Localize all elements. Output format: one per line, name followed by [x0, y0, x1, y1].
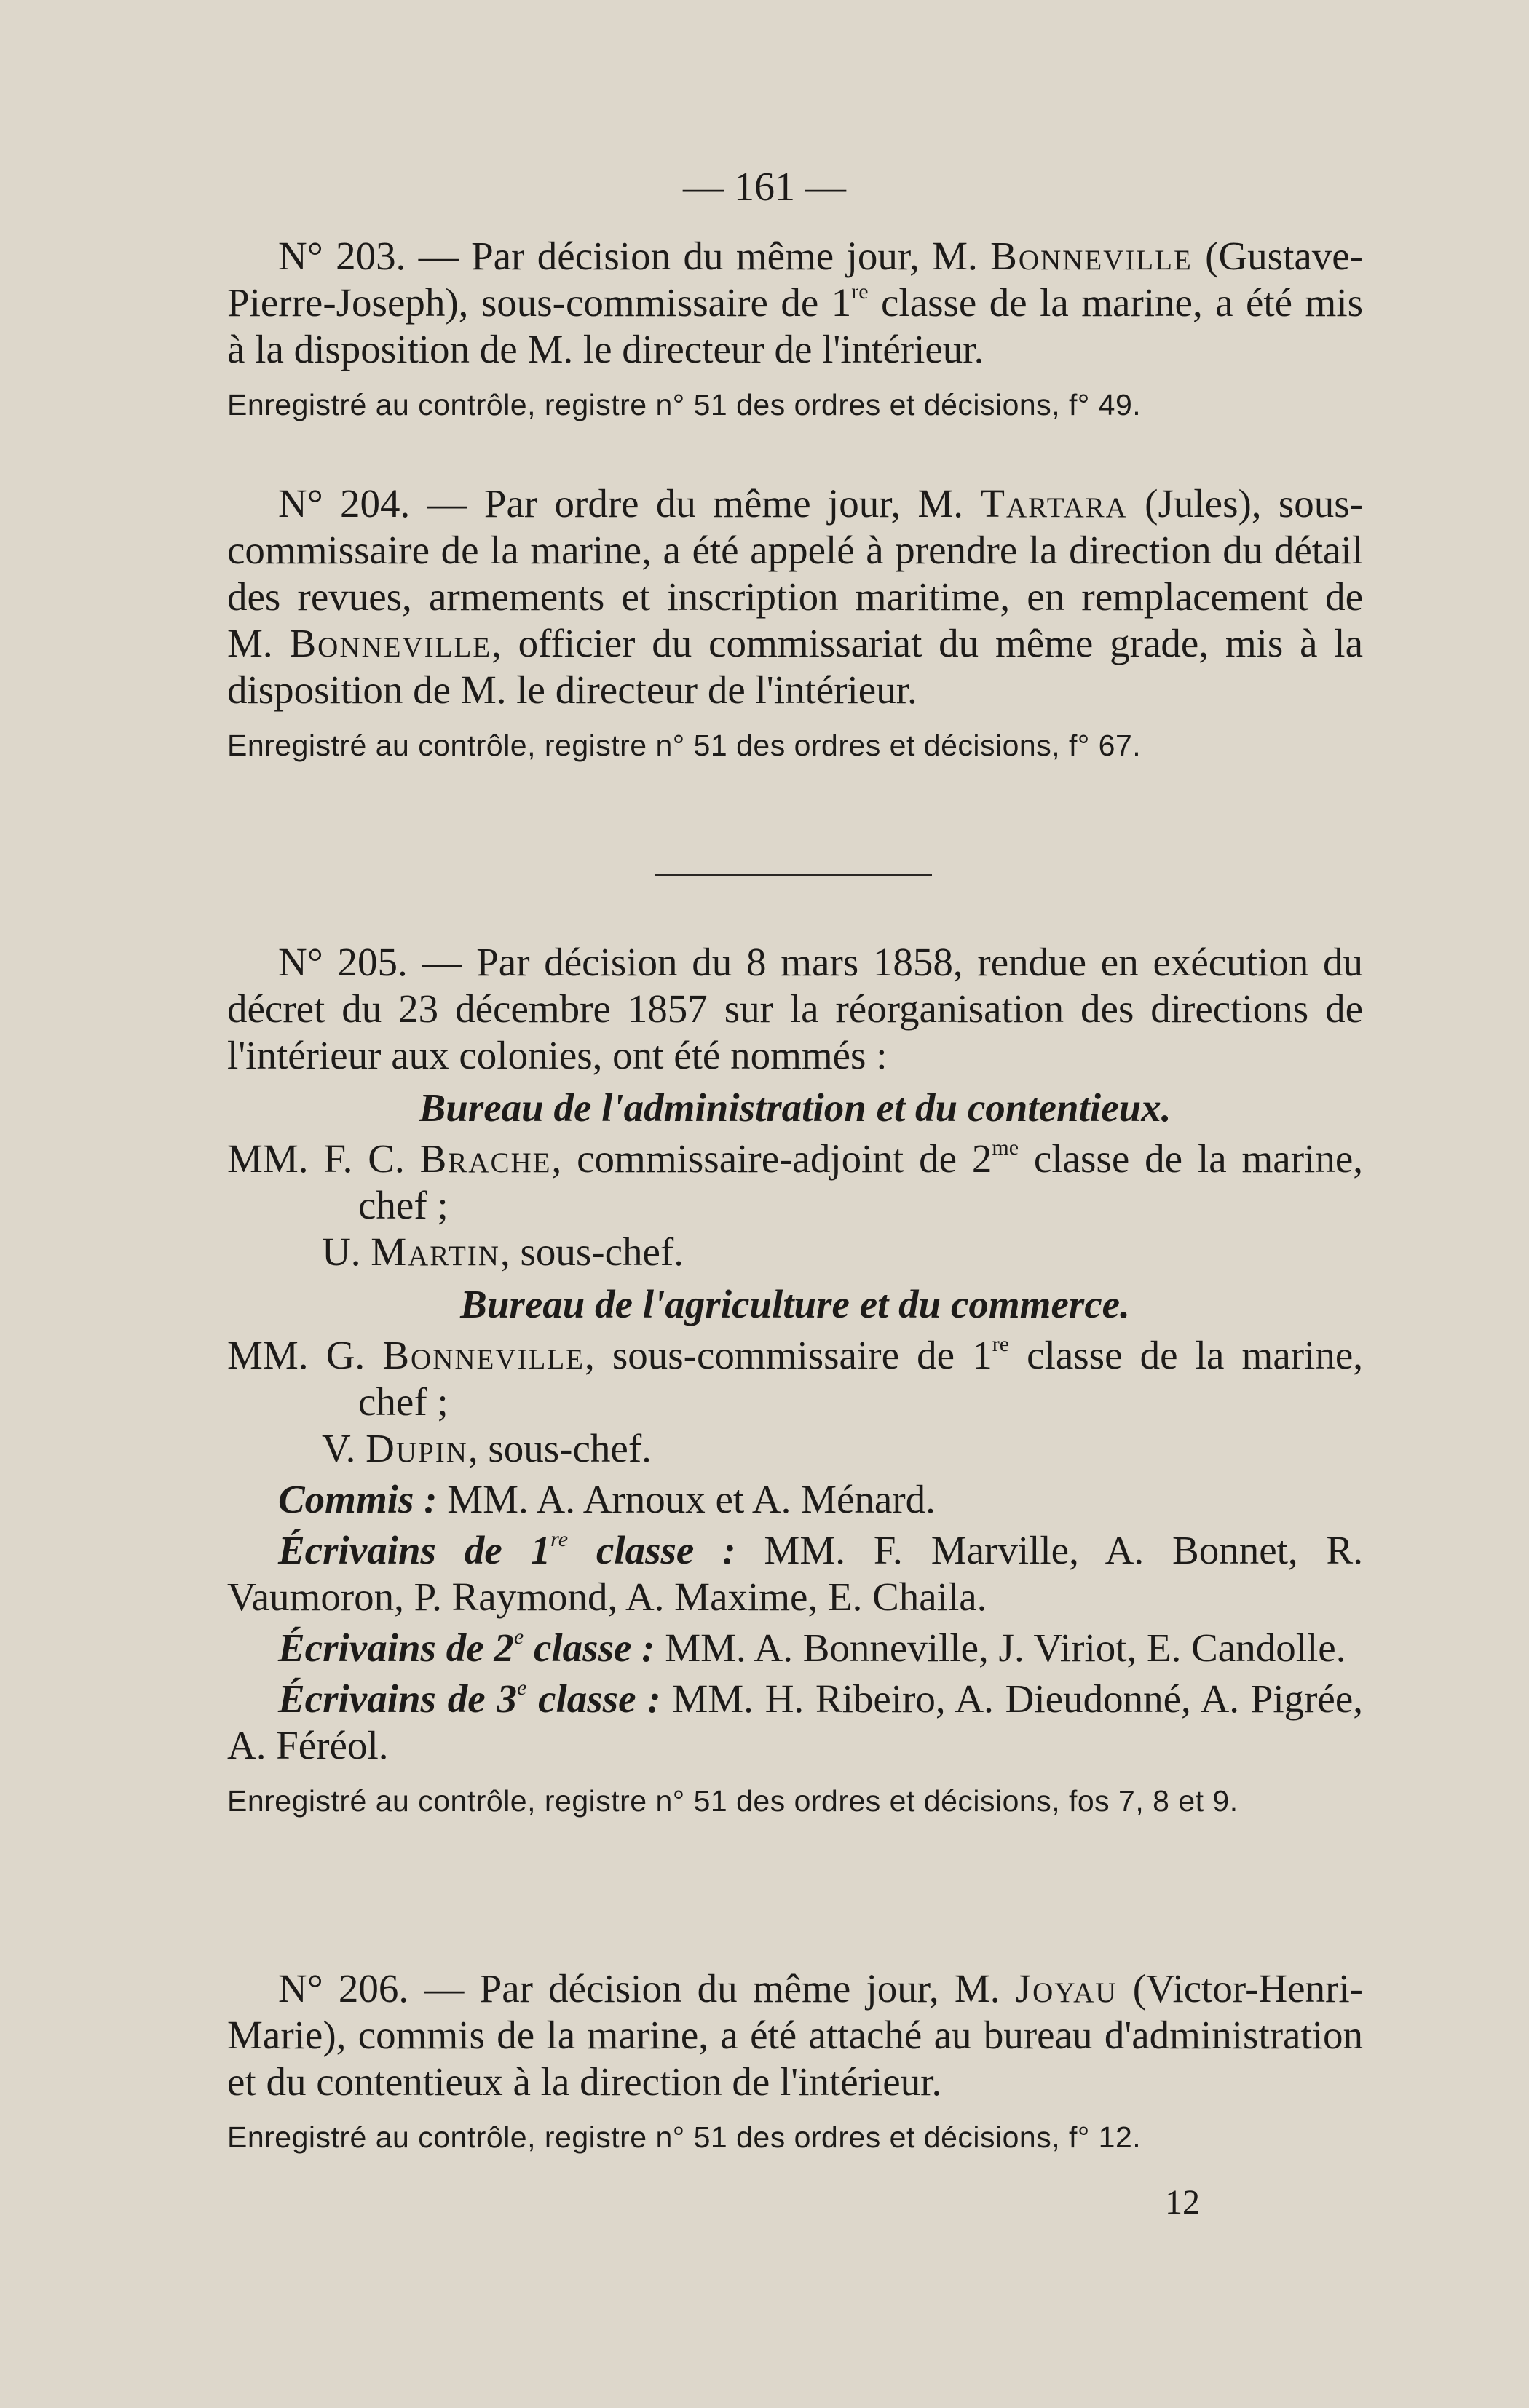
entry-number: N° 204. — [278, 481, 411, 526]
person-name: Bonneville — [382, 1333, 585, 1377]
ecrivains-3-line: Écrivains de 3e classe : MM. H. Ribeiro, A. Dieudonné, A. Pigrée, A. Féréol. — [227, 1676, 1363, 1767]
entry-205-text: N° 205. — Par décision du 8 mars 1858, rendue en exécution du décret du 23 décembre 1857 sur la réorganisation des directions de l'intérieur aux colonies, ont été nommés : — [227, 940, 1363, 1077]
entry-number: N° 205. — [278, 940, 408, 984]
appointment-line: MM. G. Bonneville, sous-commissaire de 1re classe de la marine, chef ; — [227, 1332, 1364, 1424]
section-divider — [655, 874, 932, 876]
ecrivains-1-line: Écrivains de 1re classe : MM. F. Marville, A. Bonnet, R. Vaumoron, P. Raymond, A. Maxime, E. Chaila. — [227, 1527, 1363, 1619]
entry-206 — [227, 1965, 1363, 2158]
entry-204-text: N° 204. — Par ordre du même jour, M. Tartara (Jules), sous-commissaire de la marine, a été appelé à prendre la direction du détail des revues, armements et inscription maritime, en remplacement de M. Bonneville, officier du commissariat du même grade, mis à la disposition de M. le directeur de l'intérieur. — [227, 481, 1363, 712]
person-name: Tartara — [980, 481, 1128, 526]
registration-note: Enregistré au contrôle, registre n° 51 des ordres et décisions, f° 67. — [227, 729, 1142, 762]
entry-205 — [227, 939, 1363, 1821]
page-number: — 161 — — [683, 165, 846, 210]
registration-note: Enregistré au contrôle, registre n° 51 des ordres et décisions, f° 49. — [227, 388, 1142, 421]
bureau-heading-agriculture: Bureau de l'agriculture et du commerce. — [460, 1282, 1130, 1326]
appointment-line: U. Martin, sous-chef. — [322, 1229, 684, 1274]
commis-line: Commis : MM. A. Arnoux et A. Ménard. — [278, 1477, 936, 1521]
person-name: Bonneville — [289, 621, 492, 665]
appointment-line: MM. F. C. Brache, commissaire-adjoint de $2^{me}$ classe de la marine, chef ; — [227, 1136, 1363, 1227]
entry-203 — [227, 233, 1363, 425]
ecrivains-2-line: Écrivains de 2e classe : MM. A. Bonneville, J. Viriot, E. Candolle. — [278, 1625, 1346, 1670]
bureau-heading-admin: Bureau de l'administration et du contentieux. — [419, 1085, 1172, 1130]
entry-204 — [227, 480, 1363, 766]
person-name: Dupin — [366, 1426, 468, 1470]
registration-note: Enregistré au contrôle, registre n° 51 des ordres et décisions, f° 12. — [227, 2120, 1142, 2154]
person-name: Martin — [371, 1229, 500, 1274]
appointment-line: V. Dupin, sous-chef. — [322, 1426, 652, 1470]
entry-number: N° 203. — [278, 234, 406, 278]
person-name: Brache — [419, 1136, 552, 1181]
person-name: Bonneville — [990, 234, 1193, 278]
signature-mark: 12 — [1165, 2183, 1200, 2222]
entry-203-text: N° 203. — Par décision du même jour, M. Bonneville (Gustave-Pierre-Joseph), sous-commissaire de 1re classe de la marine, a été mis à la disposition de M. le directeur de l'intérieur. — [227, 234, 1363, 371]
person-name: Joyau — [1015, 1966, 1118, 2011]
entry-number: N° 206. — [278, 1966, 409, 2011]
entry-206-text: N° 206. — Par décision du même jour, M. Joyau (Victor-Henri-Marie), commis de la marine, a été attaché au bureau d'administration et du contentieux à la direction de l'intérieur. — [227, 1966, 1363, 2104]
registration-note: Enregistré au contrôle, registre n° 51 des ordres et décisions, fos 7, 8 et 9. — [227, 1784, 1238, 1818]
